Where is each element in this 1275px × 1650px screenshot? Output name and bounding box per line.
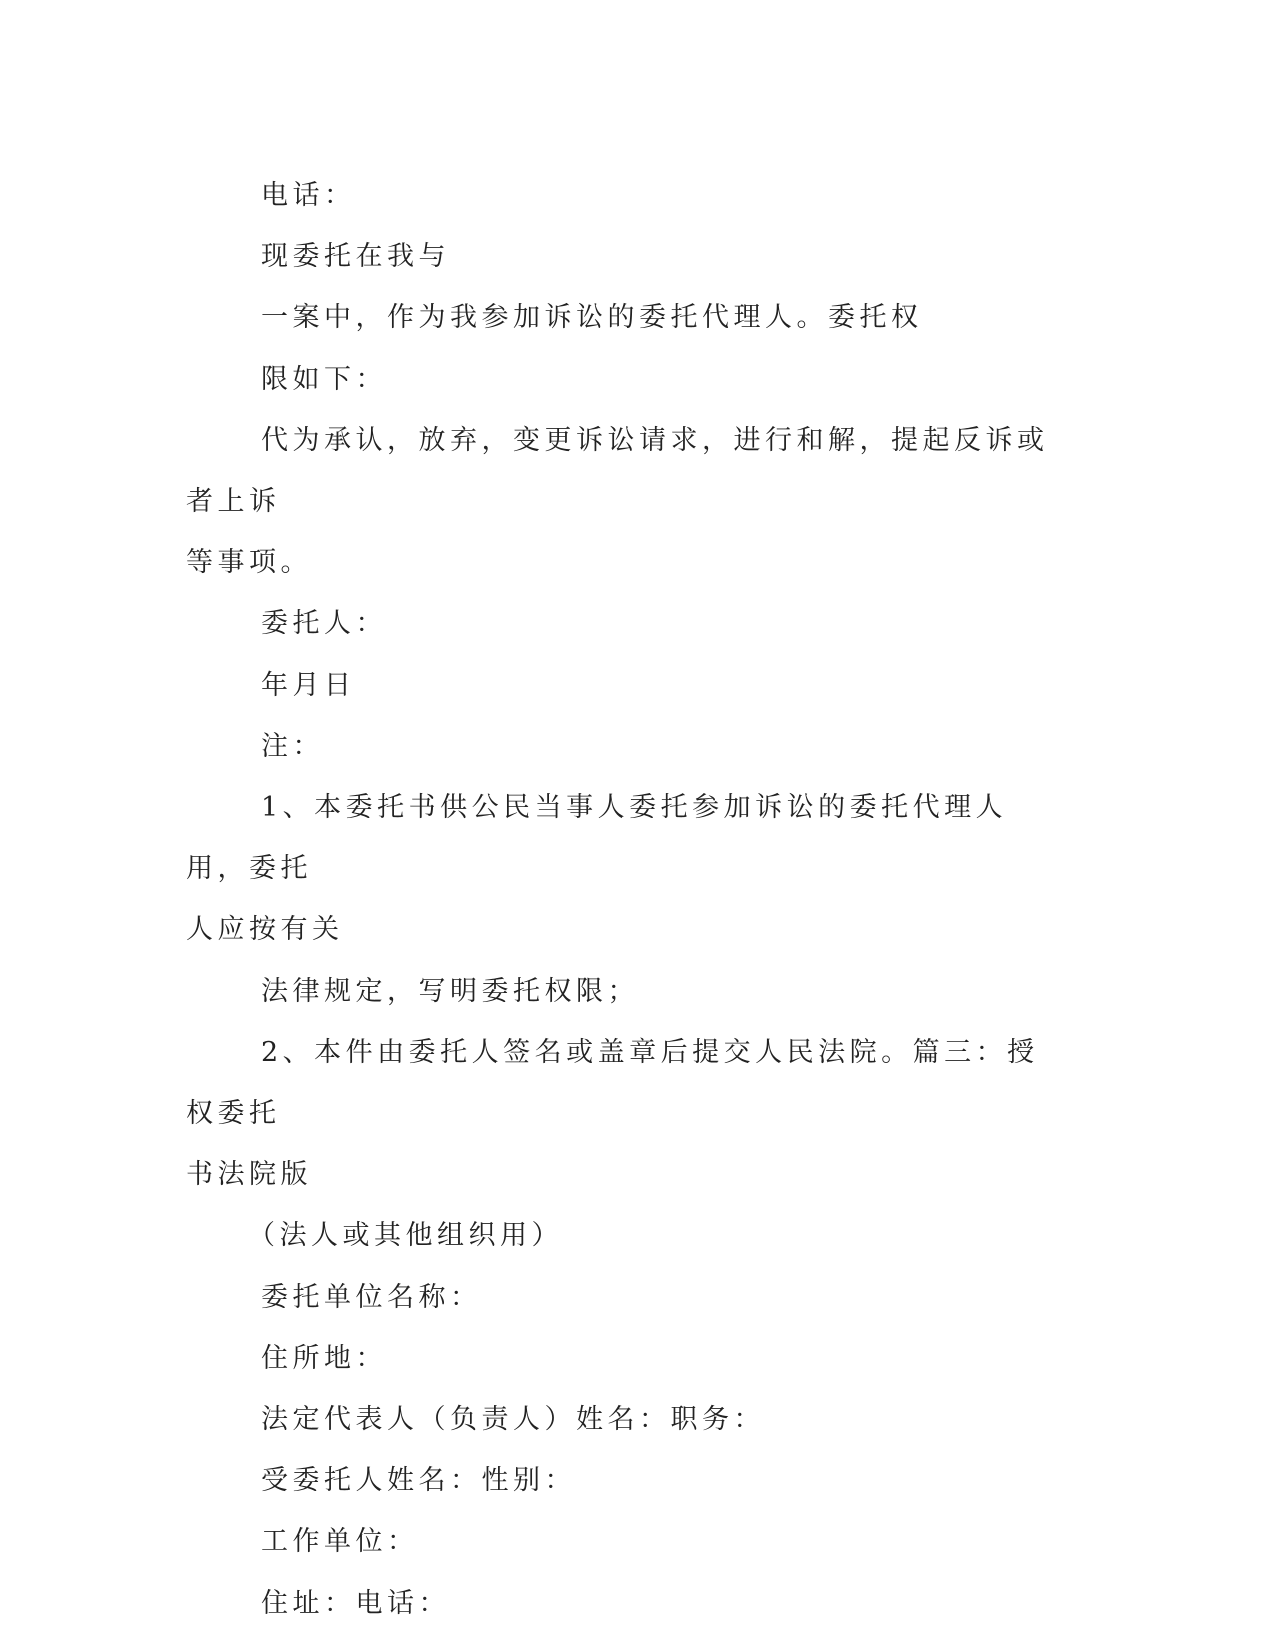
work-unit-line: 工作单位：: [261, 1526, 419, 1558]
entrusting-unit-name: 委托单位名称：: [261, 1281, 482, 1313]
note-item-2-continuation: 书法院版: [186, 1159, 312, 1191]
date-line: 年月日: [261, 669, 356, 701]
trustee-name-line: 受委托人姓名：性别：: [261, 1465, 576, 1497]
entrust-line: 现委托在我与: [261, 241, 450, 273]
case-line: 一案中，作为我参加诉讼的委托代理人。委托权: [261, 302, 923, 334]
authority-scope-line: 代为承认，放弃，变更诉讼请求，进行和解，提起反诉或者上诉: [186, 424, 1049, 518]
address-phone-line: 住址：电话：: [261, 1587, 450, 1619]
phone-line: 电话：: [261, 180, 356, 211]
note-item-2: 2、本件由委托人签名或盖章后提交人民法院。篇三：授权委托: [186, 1036, 1039, 1130]
note-item-1-continuation: 人应按有关: [186, 914, 344, 946]
legal-representative-line: 法定代表人（负责人）姓名：职务：: [261, 1404, 765, 1436]
document-body: [186, 165, 1066, 1634]
domicile-line: 住所地：: [261, 1342, 387, 1374]
authority-limit-line: 限如下：: [261, 363, 387, 395]
section-subtitle: （法人或其他组织用）: [248, 1220, 563, 1252]
note-item-1-legal: 法律规定，写明委托权限；: [261, 975, 639, 1007]
note-heading: 注：: [261, 730, 324, 762]
principal-line: 委托人：: [261, 608, 387, 640]
authority-scope-continuation: 等事项。: [186, 547, 312, 579]
note-item-1: 1、本委托书供公民当事人委托参加诉讼的委托代理人用，委托: [186, 792, 1008, 885]
